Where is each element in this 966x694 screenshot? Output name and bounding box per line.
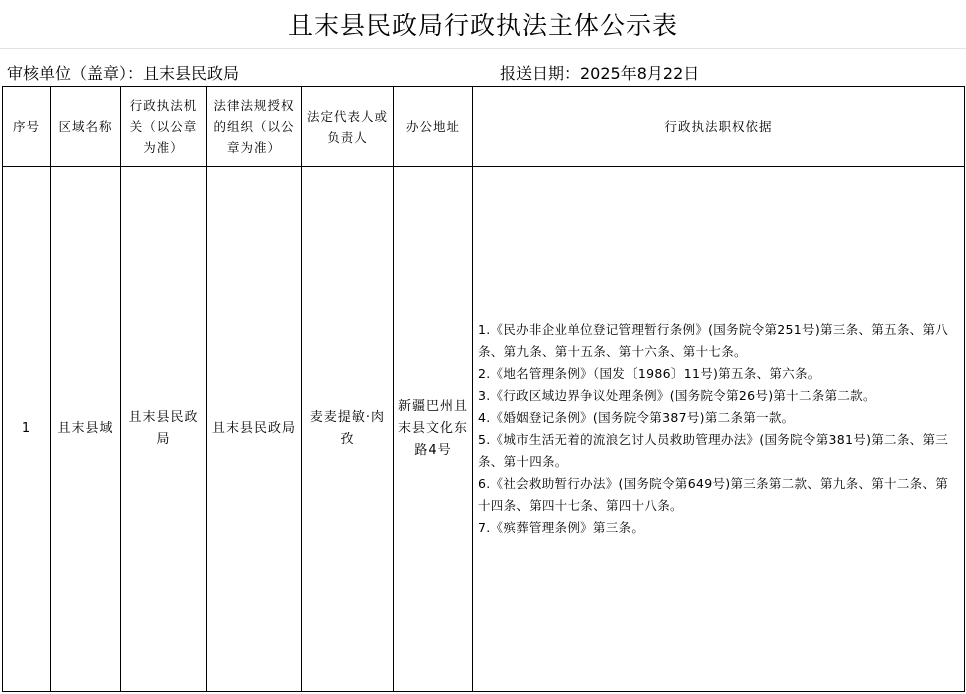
review-unit: 审核单位（盖章）：且末县民政局 (7, 64, 240, 83)
table-row (3, 167, 965, 692)
basis-list (478, 319, 960, 539)
basis-item: 3.《行政区域边界争议处理条例》(国务院令第26号)第十二条第二款。 (478, 388, 876, 403)
cell-basis (473, 167, 965, 692)
header-seq: 序号 (3, 87, 51, 167)
basis-item: 2.《地名管理条例》（国发〔1986〕11号)第五条、第六条。 (478, 366, 821, 381)
cell-seq: 1 (3, 167, 51, 692)
cell-legal-rep: 麦麦提敏·肉孜 (302, 167, 394, 692)
basis-item: 6.《社会救助暂行办法》(国务院令第649号)第三条第二款、第九条、第十二条、第十四条、第四十七条、第四十八条。 (478, 476, 949, 513)
page-title: 且末县民政局行政执法主体公示表 (0, 0, 966, 49)
table-header-row (3, 87, 965, 167)
header-agency: 行政执法机关（以公章为准） (121, 87, 207, 167)
basis-item: 4.《婚姻登记条例》(国务院令第387号)第二条第一款。 (478, 410, 795, 425)
header-legal-rep: 法定代表人或负责人 (302, 87, 394, 167)
enforcement-table (2, 86, 965, 692)
basis-item: 5.《城市生活无着的流浪乞讨人员救助管理办法》(国务院令第381号)第二条、第三条、第十四条。 (478, 432, 949, 469)
cell-address: 新疆巴州且末县文化东路4号 (394, 167, 473, 692)
cell-authorized-org: 且末县民政局 (207, 167, 302, 692)
report-date: 报送日期：2025年8月22日 (500, 64, 700, 83)
header-authorized-org: 法律法规授权的组织（以公章为准） (207, 87, 302, 167)
basis-item: 7.《殡葬管理条例》第三条。 (478, 520, 645, 535)
cell-region: 且末县域 (51, 167, 121, 692)
cell-agency: 且末县民政局 (121, 167, 207, 692)
header-address: 办公地址 (394, 87, 473, 167)
basis-item: 1.《民办非企业单位登记管理暂行条例》(国务院令第251号)第三条、第五条、第八条、第九条、第十五条、第十六条、第十七条。 (478, 322, 949, 359)
header-region: 区域名称 (51, 87, 121, 167)
header-basis: 行政执法职权依据 (473, 87, 965, 167)
